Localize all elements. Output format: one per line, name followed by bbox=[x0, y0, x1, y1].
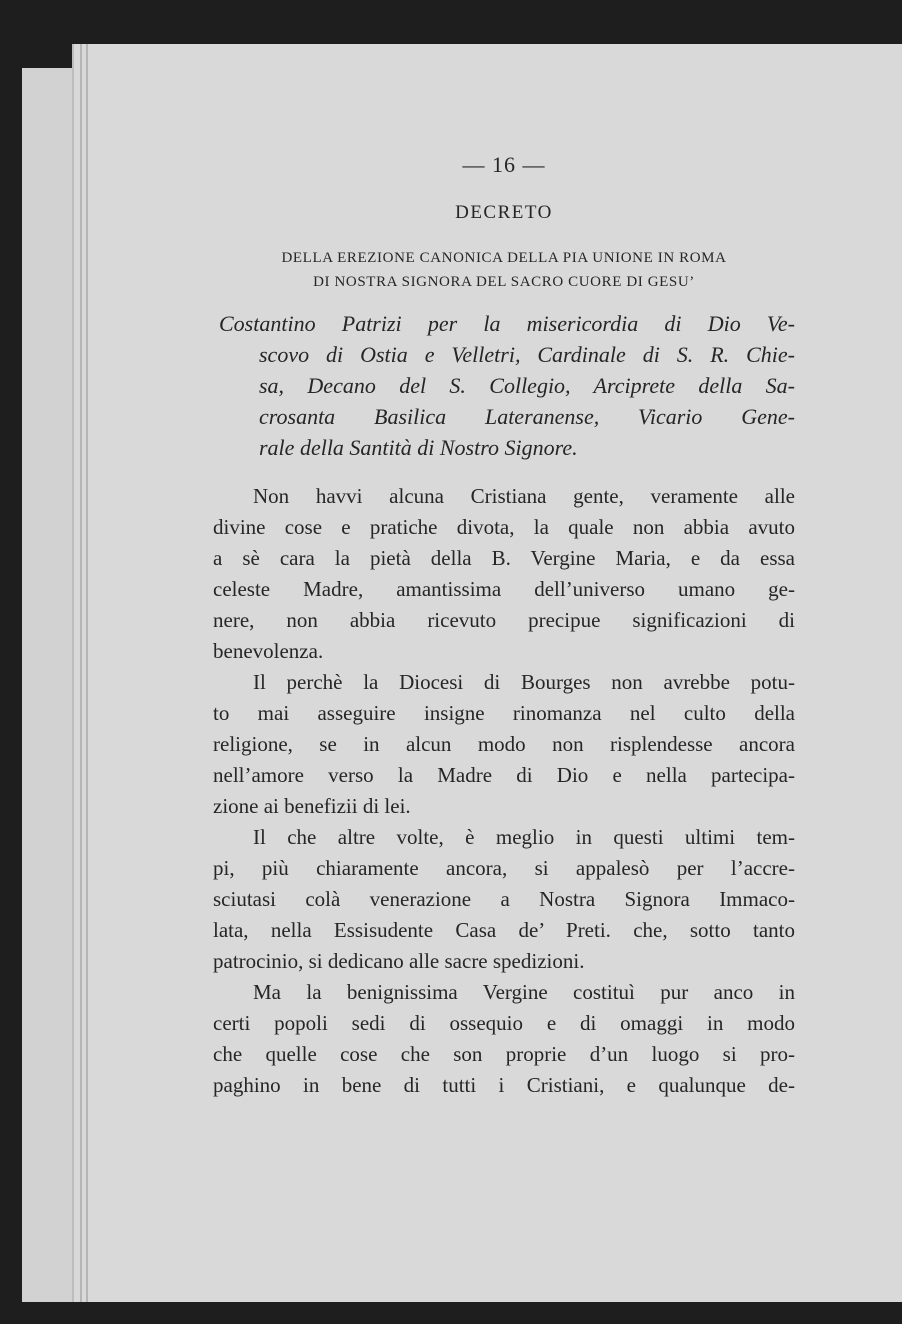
intro-line: scovo di Ostia e Velletri, Cardinale di S. R. Chie- bbox=[259, 342, 795, 367]
text-line: patrocinio, si dedicano alle sacre spedizioni. bbox=[213, 949, 585, 973]
page-edge bbox=[86, 44, 88, 1302]
text-line: religione, se in alcun modo non risplendesse ancora bbox=[213, 732, 795, 756]
intro-paragraph bbox=[219, 308, 795, 463]
page-edge bbox=[80, 44, 82, 1302]
text-line: Il che altre volte, è meglio in questi ultimi tem- bbox=[253, 825, 795, 849]
decree-subtitle bbox=[213, 246, 795, 294]
text-line: benevolenza. bbox=[213, 639, 324, 663]
text-line: zione ai benefizii di lei. bbox=[213, 794, 411, 818]
body-paragraph-3 bbox=[213, 822, 795, 977]
body-paragraph-4 bbox=[213, 977, 795, 1101]
text-line: to mai asseguire insigne rinomanza nel culto della bbox=[213, 701, 795, 725]
text-line: nere, non abbia ricevuto precipue significazioni di bbox=[213, 608, 795, 632]
text-line: pi, più chiaramente ancora, si appalesò per l’accre- bbox=[213, 856, 795, 880]
text-line: Il perchè la Diocesi di Bourges non avrebbe potu- bbox=[253, 670, 795, 694]
text-line: lata, nella Essisudente Casa de’ Preti. che, sotto tanto bbox=[213, 918, 795, 942]
text-line: a sè cara la pietà della B. Vergine Maria, e da essa bbox=[213, 546, 795, 570]
subtitle-line: DI NOSTRA SIGNORA DEL SACRO CUORE DI GESU’ bbox=[313, 274, 695, 290]
intro-line: crosanta Basilica Lateranense, Vicario Gene- bbox=[259, 404, 795, 429]
text-line: nell’amore verso la Madre di Dio e nella partecipa- bbox=[213, 763, 795, 787]
intro-line: rale della Santità di Nostro Signore. bbox=[259, 435, 578, 460]
text-line: divine cose e pratiche divota, la quale non abbia avuto bbox=[213, 515, 795, 539]
text-line: celeste Madre, amantissima dell’universo umano ge- bbox=[213, 577, 795, 601]
intro-line: Costantino Patrizi per la misericordia di Dio Ve- bbox=[219, 311, 795, 336]
subtitle-line: DELLA EREZIONE CANONICA DELLA PIA UNIONE IN ROMA bbox=[281, 250, 727, 266]
intro-line: sa, Decano del S. Collegio, Arciprete della Sa- bbox=[259, 373, 795, 398]
body-paragraph-1 bbox=[213, 481, 795, 667]
page-number: — 16 — bbox=[462, 152, 546, 177]
text-line: paghino in bene di tutti i Cristiani, e qualunque de- bbox=[213, 1073, 795, 1097]
text-line: Non havvi alcuna Cristiana gente, veramente alle bbox=[253, 484, 795, 508]
body-paragraph-2 bbox=[213, 667, 795, 822]
text-line: Ma la benignissima Vergine costituì pur anco in bbox=[253, 980, 795, 1004]
decree-title: DECRETO bbox=[455, 202, 553, 223]
text-line: certi popoli sedi di ossequio e di omaggi in modo bbox=[213, 1011, 795, 1035]
text-line: sciutasi colà venerazione a Nostra Signora Immaco- bbox=[213, 887, 795, 911]
page-content bbox=[213, 152, 795, 1101]
text-line: che quelle cose che son proprie d’un luogo si pro- bbox=[213, 1042, 795, 1066]
